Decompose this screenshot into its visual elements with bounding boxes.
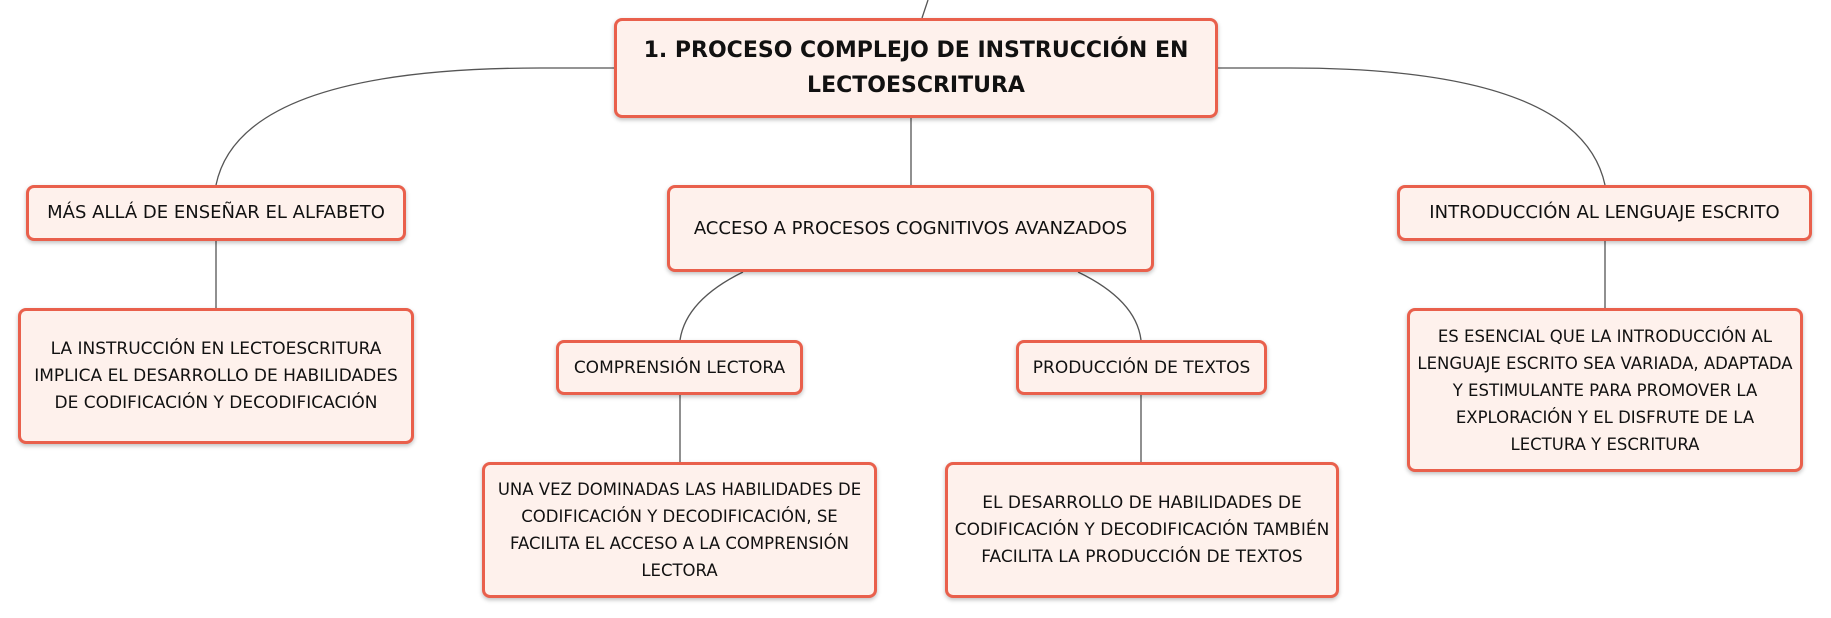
topic-procesos-cognitivos[interactable]	[667, 185, 1154, 272]
detail-produccion-textos-text: EL DESARROLLO DE HABILIDADES DE CODIFICACIÓN Y DECODIFICACIÓN TAMBIÉN FACILITA LA PRODUCCIÓN DE TEXTOS	[954, 492, 1330, 567]
detail-comprension-lectora-text: UNA VEZ DOMINADAS LAS HABILIDADES DE CODIFICACIÓN Y DECODIFICACIÓN, SE FACILITA EL ACCESO A LA COMPRENSIÓN LECTORA	[497, 480, 862, 580]
subtopic-comprension-lectora[interactable]	[556, 340, 803, 395]
detail-alfabeto-text: LA INSTRUCCIÓN EN LECTOESCRITURA IMPLICA EL DESARROLLO DE HABILIDADES DE CODIFICACIÓN Y DECODIFICACIÓN	[34, 338, 398, 413]
detail-produccion-textos[interactable]	[945, 462, 1339, 598]
topic-procesos-cognitivos-label: ACCESO A PROCESOS COGNITIVOS AVANZADOS	[693, 217, 1128, 239]
topic-alfabeto[interactable]	[26, 185, 406, 241]
subtopic-produccion-textos[interactable]	[1016, 340, 1267, 395]
detail-alfabeto[interactable]	[18, 308, 414, 444]
subtopic-produccion-textos-label: PRODUCCIÓN DE TEXTOS	[1032, 357, 1251, 378]
detail-lenguaje-escrito-text: ES ESENCIAL QUE LA INTRODUCCIÓN AL LENGUAJE ESCRITO SEA VARIADA, ADAPTADA Y ESTIMULANTE PARA PROMOVER LA EXPLORACIÓN Y EL DISFRUTE DE LA LECTURA Y ESCRITURA	[1417, 326, 1793, 454]
detail-lenguaje-escrito[interactable]	[1407, 308, 1803, 472]
connector-root-to-lenguaje	[1218, 68, 1605, 185]
connector-parent-to-root	[922, 0, 928, 18]
connector-root-to-alfabeto	[216, 68, 614, 185]
root-topic[interactable]	[614, 18, 1218, 118]
topic-lenguaje-escrito-label: INTRODUCCIÓN AL LENGUAJE ESCRITO	[1429, 202, 1780, 223]
connector-cognitivos-to-comprension	[680, 272, 743, 340]
topic-lenguaje-escrito[interactable]	[1397, 185, 1812, 241]
connector-cognitivos-to-produccion	[1078, 272, 1141, 340]
root-topic-label: 1. PROCESO COMPLEJO DE INSTRUCCIÓN EN LECTOESCRITURA	[643, 38, 1189, 98]
topic-alfabeto-label: MÁS ALLÁ DE ENSEÑAR EL ALFABETO	[47, 202, 385, 223]
detail-comprension-lectora[interactable]	[482, 462, 877, 598]
subtopic-comprension-lectora-label: COMPRENSIÓN LECTORA	[573, 357, 786, 378]
